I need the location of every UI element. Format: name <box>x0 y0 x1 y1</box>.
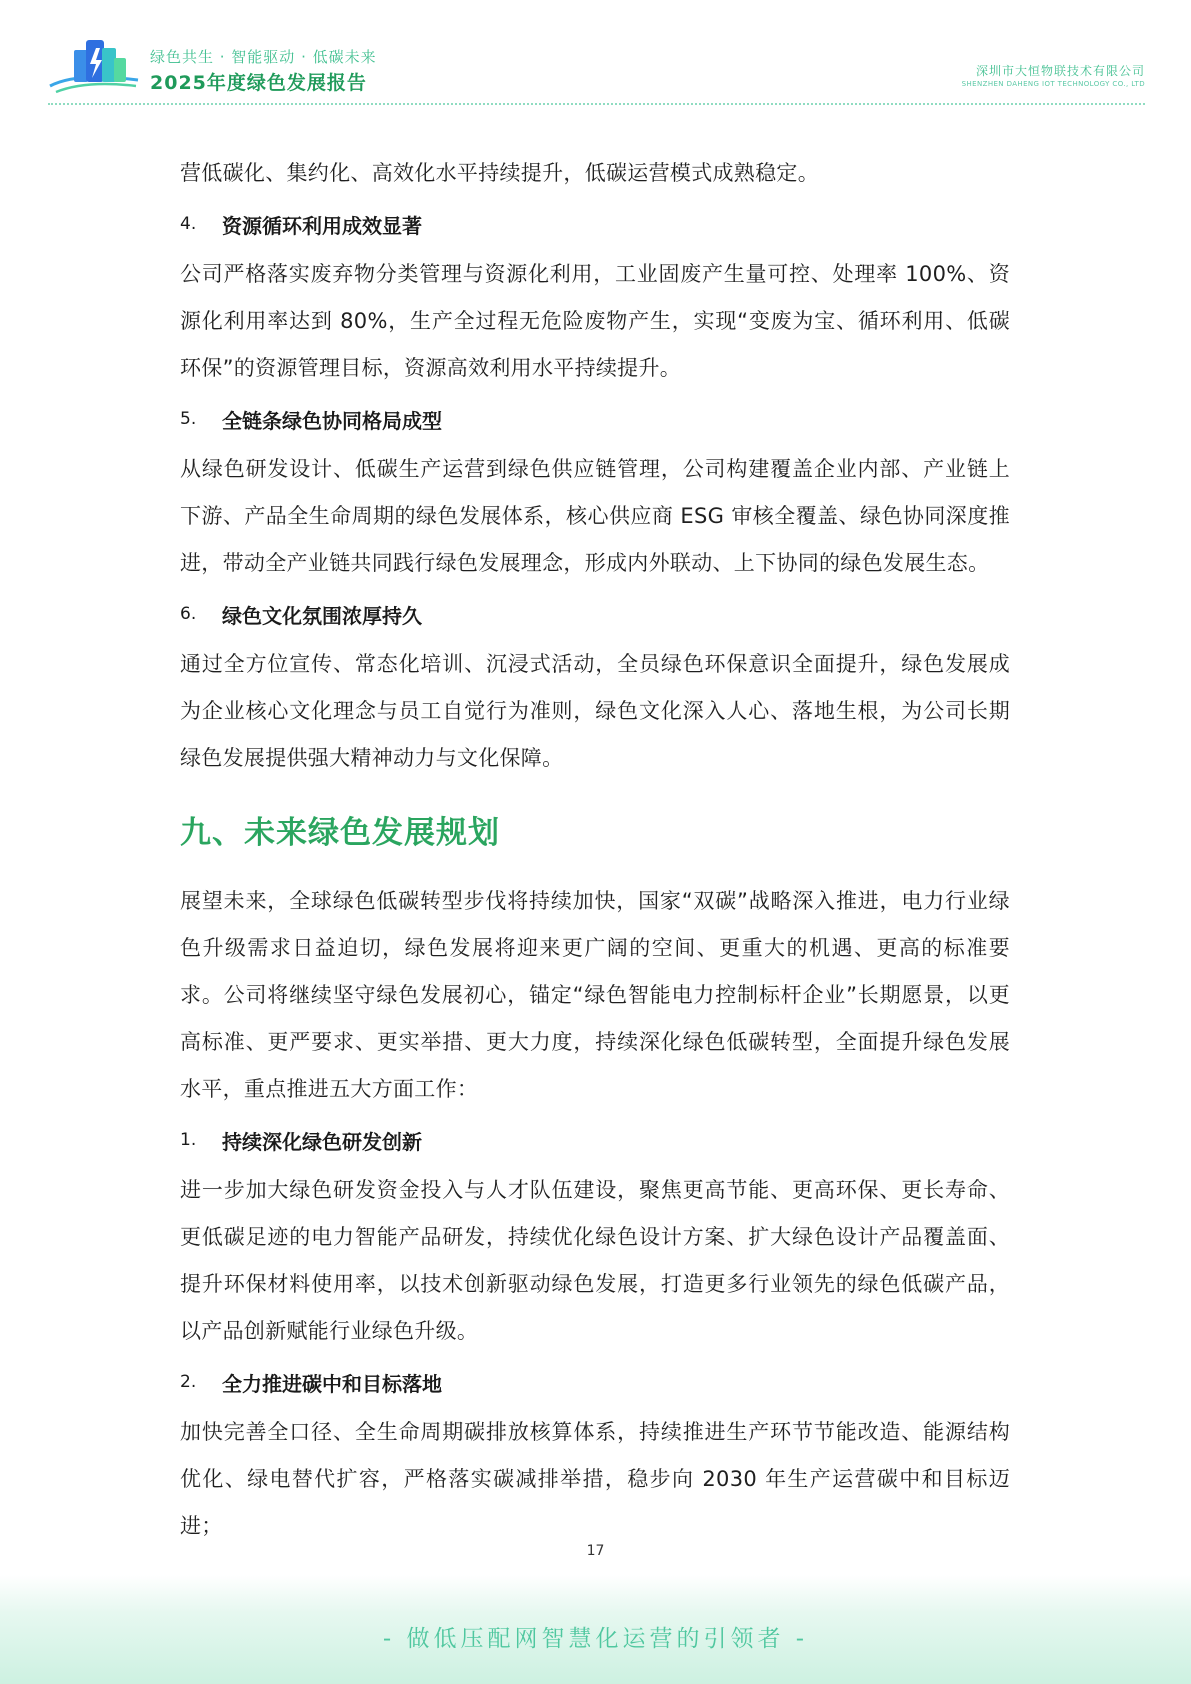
page-number: 17 <box>586 1543 605 1559</box>
item-number: 1. <box>180 1130 197 1150</box>
item-heading <box>180 599 1010 629</box>
page-header <box>0 0 1191 110</box>
item-title: 绿色文化氛围浓厚持久 <box>222 603 422 628</box>
plan-item <box>180 1125 1010 1355</box>
achievement-item <box>180 404 1010 587</box>
achievement-item <box>180 209 1010 392</box>
item-body: 通过全方位宣传、常态化培训、沉浸式活动，全员绿色环保意识全面提升，绿色发展成为企业核心文化理念与员工自觉行为准则，绿色文化深入人心、落地生根，为公司长期绿色发展提供强大精神动力与文化保障。 <box>180 652 1010 770</box>
section-title: 九、未来绿色发展规划 <box>180 815 500 851</box>
company-name-en: SHENZHEN DAHENG IOT TECHNOLOGY CO., LTD <box>961 80 1145 88</box>
footer-slogan: - 做低压配网智慧化运营的引领者 - <box>382 1626 809 1652</box>
item-heading <box>180 209 1010 239</box>
item-body: 加快完善全口径、全生命周期碳排放核算体系，持续推进生产环节节能改造、能源结构优化、绿电替代扩容，严格落实碳减排举措，稳步向 2030 年生产运营碳中和目标迈进； <box>180 1420 1010 1538</box>
item-title: 全链条绿色协同格局成型 <box>222 408 442 433</box>
page-content <box>180 150 1010 1550</box>
lightning-building-logo-icon <box>46 34 142 96</box>
item-title: 资源循环利用成效显著 <box>222 213 422 238</box>
item-heading <box>180 1125 1010 1155</box>
item-heading <box>180 1367 1010 1397</box>
plan-item <box>180 1367 1010 1550</box>
header-divider <box>48 103 1145 105</box>
section-intro-paragraph: 展望未来，全球绿色低碳转型步伐将持续加快，国家“双碳”战略深入推进，电力行业绿色升级需求日益迫切，绿色发展将迎来更广阔的空间、更重大的机遇、更高的标准要求。公司将继续坚守绿色发展初心，锚定“绿色智能电力控制标杆企业”长期愿景，以更高标准、更严要求、更实举措、更大力度，持续深化绿色低碳转型，全面提升绿色发展水平，重点推进五大方面工作： <box>180 889 1010 1101</box>
header-slogan: 绿色共生 · 智能驱动 · 低碳未来 <box>150 48 377 66</box>
item-number: 4. <box>180 214 197 234</box>
item-number: 2. <box>180 1372 197 1392</box>
item-body: 公司严格落实废弃物分类管理与资源化利用，工业固废产生量可控、处理率 100%、资源化利用率达到 80%，生产全过程无危险废物产生，实现“变废为宝、循环利用、低碳环保”的资源管理目标，资源高效利用水平持续提升。 <box>180 262 1010 380</box>
item-title: 全力推进碳中和目标落地 <box>222 1371 442 1396</box>
item-title: 持续深化绿色研发创新 <box>222 1129 422 1154</box>
item-number: 5. <box>180 409 197 429</box>
item-body: 进一步加大绿色研发资金投入与人才队伍建设，聚焦更高节能、更高环保、更长寿命、更低碳足迹的电力智能产品研发，持续优化绿色设计方案、扩大绿色设计产品覆盖面、提升环保材料使用率，以技术创新驱动绿色发展，打造更多行业领先的绿色低碳产品，以产品创新赋能行业绿色升级。 <box>180 1178 1010 1343</box>
item-heading <box>180 404 1010 434</box>
report-title: 2025年度绿色发展报告 <box>150 72 367 94</box>
item-number: 6. <box>180 604 197 624</box>
item-body: 从绿色研发设计、低碳生产运营到绿色供应链管理，公司构建覆盖企业内部、产业链上下游、产品全生命周期的绿色发展体系，核心供应商 ESG 审核全覆盖、绿色协同深度推进，带动全产业链共同践行绿色发展理念，形成内外联动、上下协同的绿色发展生态。 <box>180 457 1010 575</box>
intro-paragraph: 营低碳化、集约化、高效化水平持续提升，低碳运营模式成熟稳定。 <box>180 161 819 185</box>
company-name-cn: 深圳市大恒物联技术有限公司 <box>975 64 1145 78</box>
achievement-item <box>180 599 1010 782</box>
